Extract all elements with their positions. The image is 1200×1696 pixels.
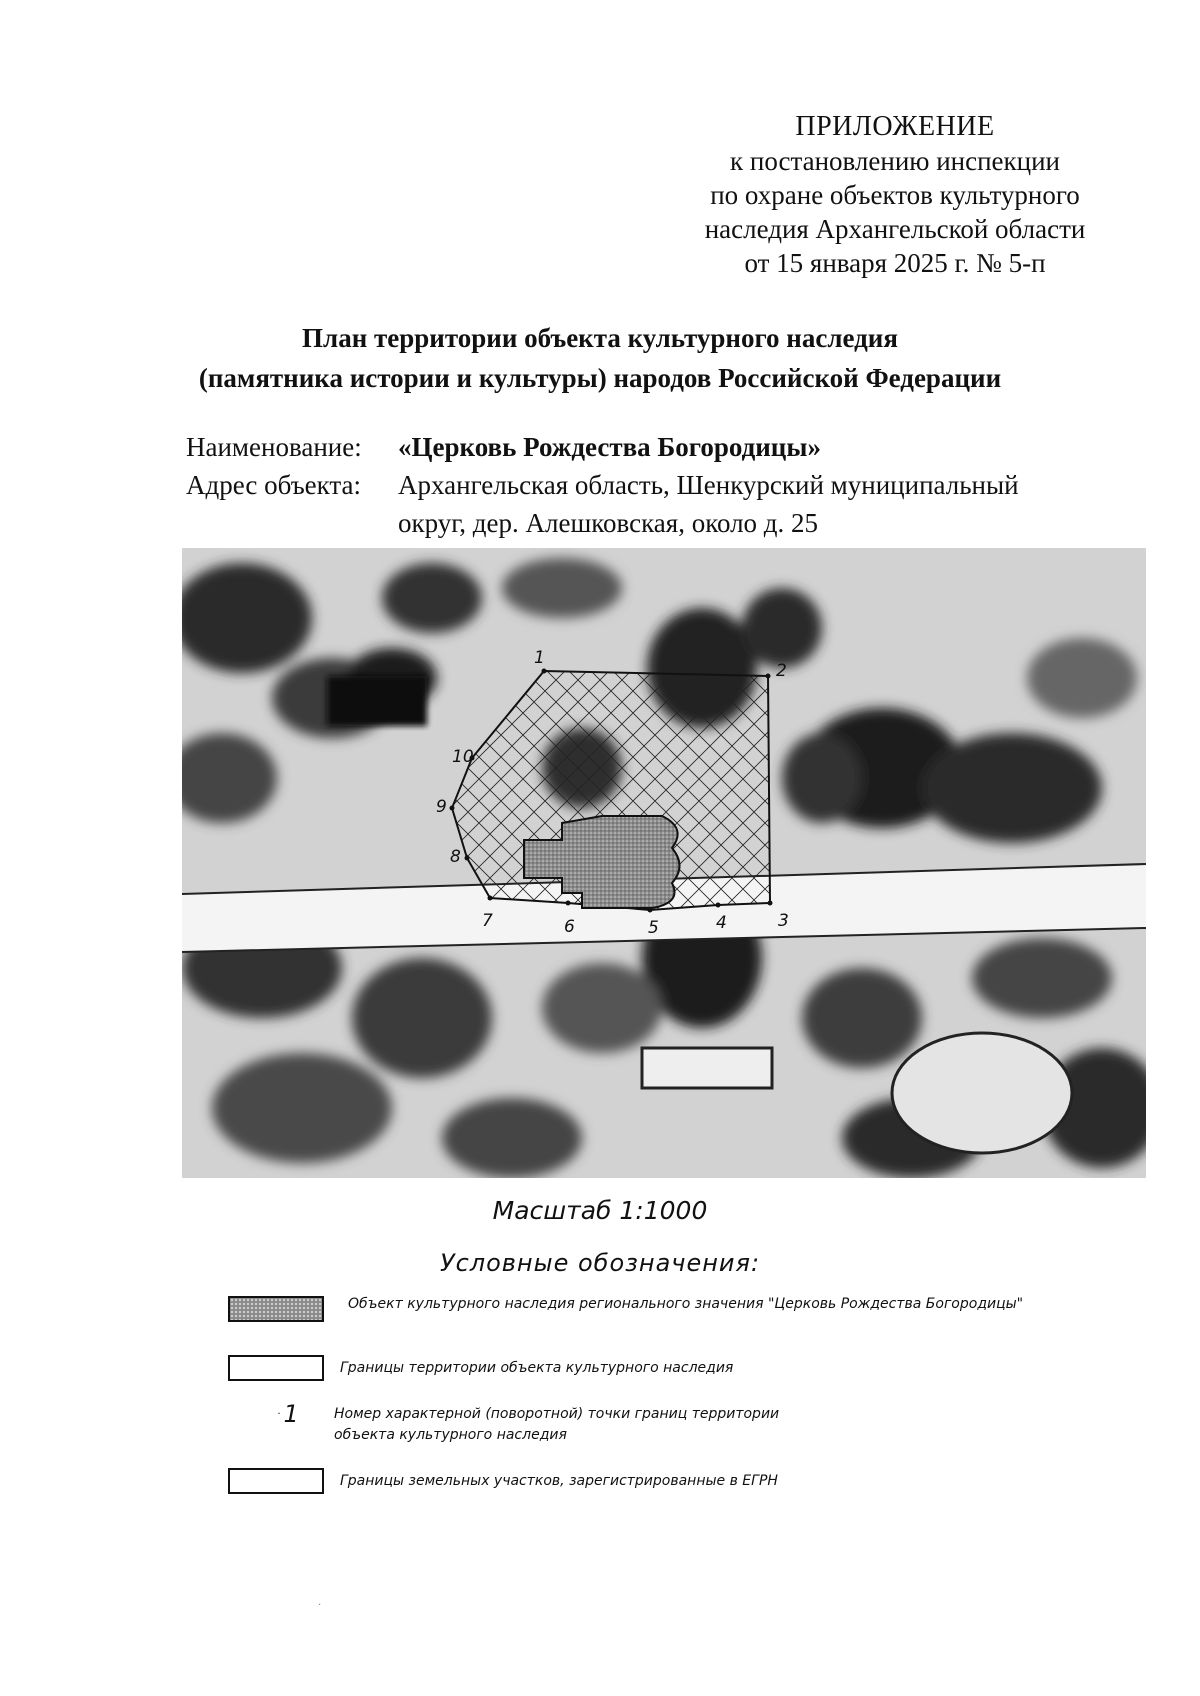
name-row xyxy=(186,428,1086,466)
address-value xyxy=(398,466,1086,542)
building xyxy=(642,1048,772,1088)
point-label-10: 10 xyxy=(452,747,474,767)
legend-title: Условные обозначения: xyxy=(439,1249,761,1277)
page-mark: · xyxy=(318,1600,322,1611)
boundary-point xyxy=(648,908,653,913)
boundary-point xyxy=(716,903,721,908)
point-label-8: 8 xyxy=(450,847,461,867)
appendix-line-4: от 15 января 2025 г. № 5-п xyxy=(744,248,1046,278)
boundary-point xyxy=(566,901,571,906)
legend-swatch-parcels xyxy=(228,1468,324,1494)
object-info xyxy=(186,428,1086,542)
map-svg xyxy=(182,548,1146,1178)
building xyxy=(892,1033,1072,1153)
name-value: «Церковь Рождества Богородицы» xyxy=(398,432,821,462)
legend-text-object: Объект культурного наследия регионального значения "Церковь Рождества Богородицы" xyxy=(348,1296,1024,1312)
title-line-1: План территории объекта культурного наследия xyxy=(302,323,898,353)
boundary-point xyxy=(465,856,470,861)
point-label-3: 3 xyxy=(778,911,789,931)
name-label: Наименование: xyxy=(186,432,362,462)
point-label-9: 9 xyxy=(436,797,447,817)
point-label-7: 7 xyxy=(482,911,493,931)
address-line-1: Архангельская область, Шенкурский муниципальный xyxy=(398,470,1019,500)
address-row xyxy=(186,466,1086,542)
aerial-map xyxy=(182,548,1146,1178)
legend-point-symbol: 1 xyxy=(283,1400,299,1428)
legend-text-territory: Границы территории объекта культурного наследия xyxy=(340,1360,734,1376)
legend-text-point-2: объекта культурного наследия xyxy=(334,1427,567,1443)
boundary-point xyxy=(450,806,455,811)
point-label-5: 5 xyxy=(648,918,659,938)
appendix-line-2: по охране объектов культурного xyxy=(710,180,1080,210)
appendix-block xyxy=(640,110,1150,280)
appendix-line-3: наследия Архангельской области xyxy=(704,214,1086,244)
legend-text-parcels: Границы земельных участков, зарегистрированные в ЕГРН xyxy=(340,1473,778,1489)
legend-swatch-territory xyxy=(228,1355,324,1381)
boundary-point xyxy=(766,674,771,679)
document-title xyxy=(160,318,1040,398)
legend-swatch-object xyxy=(228,1296,324,1322)
boundary-point xyxy=(768,901,773,906)
building xyxy=(327,676,427,726)
point-label-4: 4 xyxy=(716,913,727,933)
point-label-6: 6 xyxy=(564,917,575,937)
point-label-2: 2 xyxy=(776,661,787,681)
address-label: Адрес объекта: xyxy=(186,470,362,500)
map-scale: Масштаб 1:1000 xyxy=(492,1196,708,1225)
appendix-heading: ПРИЛОЖЕНИЕ xyxy=(795,111,995,142)
legend-swatch-point: · 1 xyxy=(277,1400,299,1428)
point-label-1: 1 xyxy=(534,648,545,668)
address-line-2: округ, дер. Алешковская, около д. 25 xyxy=(398,508,819,538)
boundary-point xyxy=(488,896,493,901)
legend-text-point-1: Номер характерной (поворотной) точки границ территории xyxy=(334,1406,780,1422)
boundary-point xyxy=(542,669,547,674)
title-line-2: (памятника истории и культуры) народов Российской Федерации xyxy=(198,363,1002,393)
appendix-line-1: к постановлению инспекции xyxy=(730,146,1060,176)
